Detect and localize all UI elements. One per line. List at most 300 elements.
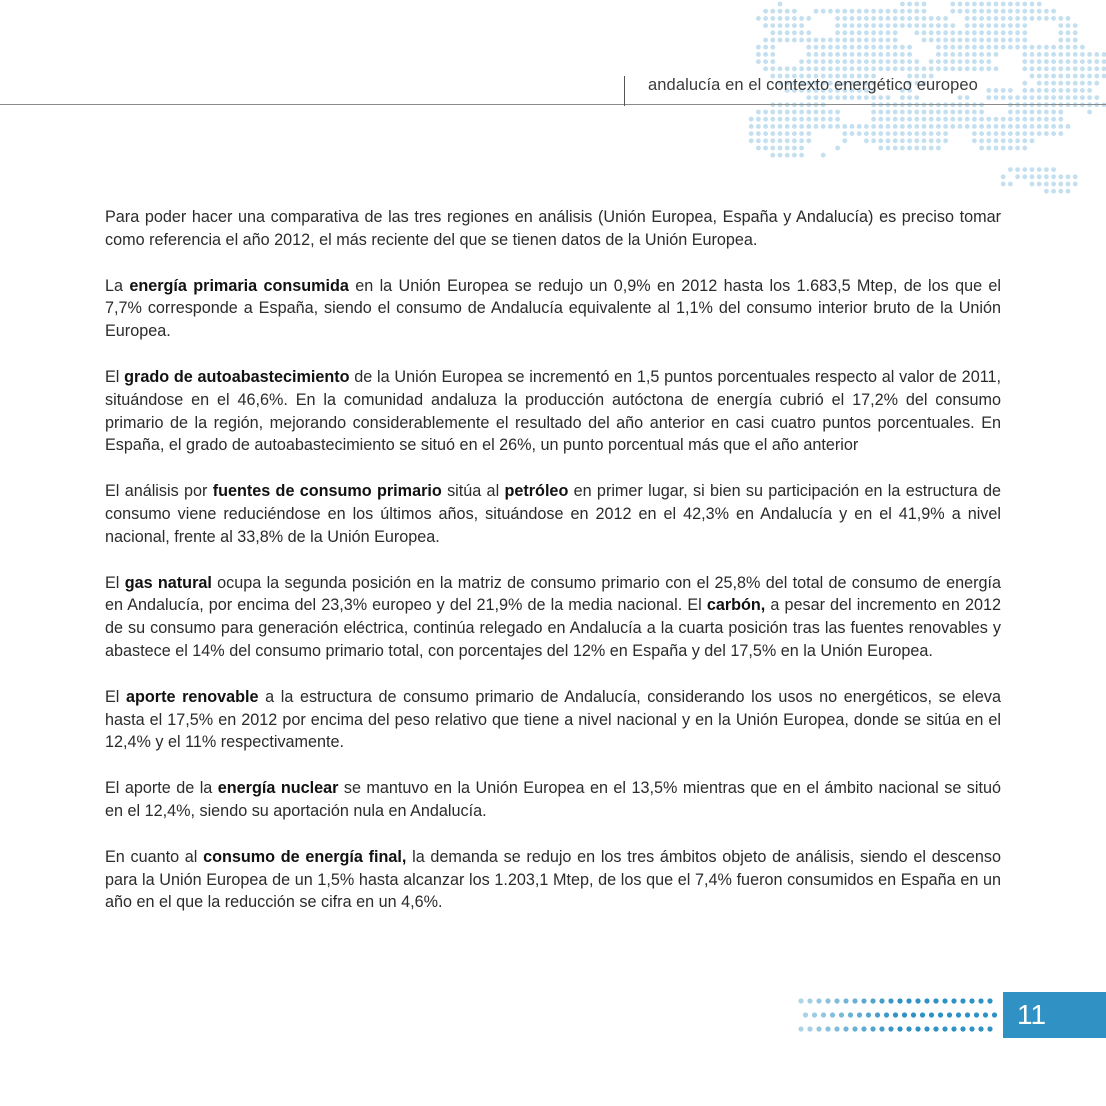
map-dot (907, 66, 912, 71)
map-dot (994, 16, 999, 21)
footer-dot (897, 998, 902, 1003)
map-dot (972, 117, 977, 122)
map-dot (886, 138, 891, 143)
map-dot (1044, 74, 1049, 79)
footer-dot (807, 1026, 812, 1031)
map-dot (986, 45, 991, 50)
map-dot (1066, 38, 1071, 43)
map-dot (835, 45, 840, 50)
footer-dot (852, 998, 857, 1003)
map-dot (994, 117, 999, 122)
paragraph-final-energy: En cuanto al consumo de energía final, la demanda se redujo en los tres ámbitos objeto de análisis, siendo el descenso para la Unión Europea de un 1,5% hasta alcanzar los 1.203,1 Mtep, de los que el 7,4% fueron consumidos en España en un año en el que la reducción se cifra en un 4,6%. (105, 847, 1001, 912)
map-dot (907, 110, 912, 115)
map-dot (1022, 95, 1027, 100)
map-dot (1022, 131, 1027, 136)
map-dot (986, 59, 991, 64)
map-dot (907, 52, 912, 57)
footer-dot (933, 1026, 938, 1031)
map-dot (936, 146, 941, 151)
map-dot (914, 124, 919, 129)
map-dot (850, 30, 855, 35)
map-dot (1022, 88, 1027, 93)
map-dot (1087, 66, 1092, 71)
map-dot (994, 23, 999, 28)
map-dot (907, 9, 912, 14)
map-dot (979, 110, 984, 115)
map-dot (1022, 23, 1027, 28)
map-dot (1066, 66, 1071, 71)
map-dot (1037, 110, 1042, 115)
map-dot (857, 38, 862, 43)
map-dot (842, 124, 847, 129)
footer-dot (951, 998, 956, 1003)
map-dot (986, 117, 991, 122)
map-dot (763, 23, 768, 28)
map-dot (886, 45, 891, 50)
map-dot (1080, 88, 1085, 93)
map-dot (1044, 66, 1049, 71)
map-dot (828, 9, 833, 14)
map-dot (770, 45, 775, 50)
footer-dot (843, 998, 848, 1003)
map-dot (814, 9, 819, 14)
map-dot (886, 9, 891, 14)
map-dot (778, 30, 783, 35)
map-dot (1037, 167, 1042, 172)
map-dot (929, 59, 934, 64)
map-dot (778, 153, 783, 158)
map-dot (1030, 66, 1035, 71)
map-dot (763, 16, 768, 21)
map-dot (965, 124, 970, 129)
map-dot (785, 16, 790, 21)
map-dot (871, 45, 876, 50)
map-dot (1001, 131, 1006, 136)
map-dot (806, 52, 811, 57)
map-dot (929, 124, 934, 129)
map-dot (900, 16, 905, 21)
map-dot (842, 66, 847, 71)
map-dot (972, 66, 977, 71)
map-dot (893, 110, 898, 115)
map-dot (893, 52, 898, 57)
map-dot (785, 110, 790, 115)
map-dot (1001, 88, 1006, 93)
map-dot (1066, 74, 1071, 79)
map-dot (806, 66, 811, 71)
map-dot (965, 66, 970, 71)
map-dot (958, 45, 963, 50)
map-dot (864, 16, 869, 21)
body-text (105, 206, 1001, 937)
map-dot (835, 30, 840, 35)
map-dot (1015, 138, 1020, 143)
map-dot (958, 9, 963, 14)
map-dot (857, 23, 862, 28)
map-dot (929, 146, 934, 151)
map-dot (1008, 138, 1013, 143)
map-dot (821, 153, 826, 158)
map-dot (943, 38, 948, 43)
map-dot (799, 38, 804, 43)
map-dot (950, 117, 955, 122)
map-dot (1058, 30, 1063, 35)
map-dot (1008, 110, 1013, 115)
footer-dot (987, 1026, 992, 1031)
map-dot (994, 9, 999, 14)
map-dot (864, 38, 869, 43)
map-dot (792, 138, 797, 143)
map-dot (914, 16, 919, 21)
map-dot (857, 16, 862, 21)
map-dot (821, 52, 826, 57)
map-dot (1058, 74, 1063, 79)
map-dot (835, 66, 840, 71)
map-dot (1008, 2, 1013, 7)
map-dot (857, 9, 862, 14)
map-dot (878, 131, 883, 136)
map-dot (936, 45, 941, 50)
map-dot (1066, 81, 1071, 86)
map-dot (1022, 38, 1027, 43)
map-dot (1037, 74, 1042, 79)
map-dot (914, 59, 919, 64)
map-dot (821, 124, 826, 129)
map-dot (972, 131, 977, 136)
map-dot (972, 124, 977, 129)
map-dot (785, 23, 790, 28)
map-dot (814, 66, 819, 71)
footer-dot (821, 1012, 826, 1017)
map-dot (1030, 131, 1035, 136)
map-dot (857, 66, 862, 71)
map-dot (1015, 30, 1020, 35)
map-dot (821, 45, 826, 50)
map-dot (994, 38, 999, 43)
map-dot (821, 117, 826, 122)
map-dot (929, 66, 934, 71)
map-dot (871, 124, 876, 129)
map-dot (943, 138, 948, 143)
map-dot (1001, 30, 1006, 35)
map-dot (756, 138, 761, 143)
map-dot (958, 30, 963, 35)
footer-dot (902, 1012, 907, 1017)
map-dot (749, 131, 754, 136)
map-dot (850, 131, 855, 136)
map-dot (900, 117, 905, 122)
map-dot (965, 38, 970, 43)
map-dot (943, 45, 948, 50)
map-dot (1094, 59, 1099, 64)
footer-dot (992, 1012, 997, 1017)
map-dot (1073, 38, 1078, 43)
footer-dot (816, 998, 821, 1003)
paragraph-primary-sources: El análisis por fuentes de consumo primario sitúa al petróleo en primer lugar, si bien su participación en la estructura de consumo viene reduciéndose en los últimos años, situándose en 2012 en el 42,3% en Andalucía y en el 41,9% a nivel nacional, frente al 33,8% de la Unión Europea. (105, 482, 1001, 546)
map-dot (986, 23, 991, 28)
map-dot (979, 59, 984, 64)
map-dot (1051, 174, 1056, 179)
map-dot (914, 117, 919, 122)
map-dot (994, 66, 999, 71)
map-dot (814, 110, 819, 115)
header-rule (0, 104, 1106, 105)
map-dot (1080, 59, 1085, 64)
map-dot (857, 124, 862, 129)
footer-dot (906, 1026, 911, 1031)
map-dot (994, 88, 999, 93)
footer-dot (965, 1012, 970, 1017)
map-dot (1051, 45, 1056, 50)
map-dot (806, 45, 811, 50)
map-dot (1015, 9, 1020, 14)
map-dot (1037, 117, 1042, 122)
map-dot (1015, 110, 1020, 115)
map-dot (972, 9, 977, 14)
map-dot (770, 9, 775, 14)
map-dot (994, 138, 999, 143)
map-dot (1044, 9, 1049, 14)
map-dot (1058, 38, 1063, 43)
map-dot (799, 23, 804, 28)
map-dot (958, 124, 963, 129)
map-dot (893, 16, 898, 21)
map-dot (893, 59, 898, 64)
map-dot (929, 138, 934, 143)
map-dot (1094, 81, 1099, 86)
map-dot (763, 59, 768, 64)
map-dot (936, 16, 941, 21)
map-dot (922, 66, 927, 71)
map-dot (886, 16, 891, 21)
map-dot (914, 66, 919, 71)
footer-dot (830, 1012, 835, 1017)
map-dot (799, 138, 804, 143)
map-dot (1058, 95, 1063, 100)
map-dot (886, 146, 891, 151)
map-dot (914, 110, 919, 115)
map-dot (792, 66, 797, 71)
map-dot (814, 52, 819, 57)
map-dot (1066, 88, 1071, 93)
map-dot (821, 110, 826, 115)
map-dot (878, 138, 883, 143)
map-dot (1030, 174, 1035, 179)
map-dot (850, 38, 855, 43)
map-dot (792, 124, 797, 129)
map-dot (1030, 74, 1035, 79)
map-dot (1051, 81, 1056, 86)
map-dot (835, 95, 840, 100)
map-dot (958, 2, 963, 7)
map-dot (943, 110, 948, 115)
map-dot (871, 59, 876, 64)
map-dot (1087, 74, 1092, 79)
map-dot (965, 117, 970, 122)
map-dot (770, 66, 775, 71)
map-dot (943, 131, 948, 136)
map-dot (1073, 30, 1078, 35)
map-dot (1102, 66, 1106, 71)
map-dot (778, 131, 783, 136)
map-dot (842, 95, 847, 100)
map-dot (907, 131, 912, 136)
map-dot (994, 95, 999, 100)
map-dot (914, 131, 919, 136)
footer-dot (879, 998, 884, 1003)
map-dot (1080, 81, 1085, 86)
map-dot (1037, 124, 1042, 129)
map-dot (893, 38, 898, 43)
footer-dot (798, 998, 803, 1003)
map-dot (850, 45, 855, 50)
map-dot (799, 59, 804, 64)
paragraph-nuclear: El aporte de la energía nuclear se mantuvo en la Unión Europea en el 13,5% mientras que en el ámbito nacional se situó en el 12,4%, siendo su aportación nula en Andalucía. (105, 779, 1001, 820)
map-dot (1015, 131, 1020, 136)
footer-dot (915, 998, 920, 1003)
map-dot (986, 88, 991, 93)
map-dot (950, 52, 955, 57)
map-dot (1044, 16, 1049, 21)
map-dot (950, 66, 955, 71)
map-dot (864, 23, 869, 28)
map-dot (835, 52, 840, 57)
map-dot (1015, 16, 1020, 21)
map-dot (1051, 16, 1056, 21)
map-dot (1015, 2, 1020, 7)
map-dot (958, 117, 963, 122)
map-dot (907, 117, 912, 122)
map-dot (785, 131, 790, 136)
map-dot (828, 117, 833, 122)
map-dot (958, 66, 963, 71)
map-dot (1037, 174, 1042, 179)
map-dot (1008, 16, 1013, 21)
map-dot (1051, 59, 1056, 64)
map-dot (878, 59, 883, 64)
map-dot (1030, 59, 1035, 64)
map-dot (778, 110, 783, 115)
map-dot (965, 95, 970, 100)
map-dot (1030, 138, 1035, 143)
map-dot (814, 59, 819, 64)
keyword-renewables: aporte renovable (126, 687, 259, 706)
map-dot (1022, 59, 1027, 64)
map-dot (799, 153, 804, 158)
footer-dot (924, 1026, 929, 1031)
map-dot (965, 16, 970, 21)
map-dot (979, 66, 984, 71)
map-dot (878, 110, 883, 115)
map-dot (1073, 23, 1078, 28)
map-dot (770, 59, 775, 64)
footer-dot (852, 1026, 857, 1031)
map-dot (994, 146, 999, 151)
map-dot (842, 9, 847, 14)
map-dot (893, 23, 898, 28)
footer-dot (938, 1012, 943, 1017)
map-dot (929, 16, 934, 21)
map-dot (1073, 95, 1078, 100)
footer-dot (888, 998, 893, 1003)
map-dot (943, 124, 948, 129)
map-dot (835, 117, 840, 122)
map-dot (864, 95, 869, 100)
map-dot (1058, 23, 1063, 28)
map-dot (878, 23, 883, 28)
map-dot (842, 131, 847, 136)
footer-dot (825, 1026, 830, 1031)
map-dot (785, 30, 790, 35)
map-dot (878, 124, 883, 129)
map-dot (1022, 117, 1027, 122)
map-dot (778, 117, 783, 122)
map-dot (1022, 45, 1027, 50)
map-dot (1022, 81, 1027, 86)
map-dot (835, 59, 840, 64)
map-dot (893, 146, 898, 151)
map-dot (1037, 59, 1042, 64)
map-dot (835, 16, 840, 21)
footer-dot (983, 1012, 988, 1017)
map-dot (1015, 38, 1020, 43)
keyword-coal: carbón, (706, 596, 766, 615)
footer-dot (870, 998, 875, 1003)
map-dot (1044, 81, 1049, 86)
map-dot (1080, 66, 1085, 71)
map-dot (1102, 59, 1106, 64)
footer-dot (924, 998, 929, 1003)
map-dot (922, 30, 927, 35)
map-dot (864, 30, 869, 35)
map-dot (1051, 74, 1056, 79)
map-dot (878, 52, 883, 57)
map-dot (828, 110, 833, 115)
map-dot (799, 30, 804, 35)
map-dot (965, 30, 970, 35)
map-dot (994, 52, 999, 57)
map-dot (842, 59, 847, 64)
map-dot (972, 138, 977, 143)
map-dot (864, 131, 869, 136)
map-dot (1044, 167, 1049, 172)
map-dot (814, 95, 819, 100)
map-dot (770, 131, 775, 136)
map-dot (972, 110, 977, 115)
map-dot (878, 16, 883, 21)
map-dot (950, 45, 955, 50)
map-dot (936, 23, 941, 28)
paragraph-intro: Para poder hacer una comparativa de las tres regiones en análisis (Unión Europea, España y Andalucía) es preciso tomar como referencia el año 2012, el más reciente del que se tienen datos de la Unión Europea. (105, 208, 1001, 249)
map-dot (778, 66, 783, 71)
map-dot (922, 38, 927, 43)
map-dot (1030, 45, 1035, 50)
map-dot (821, 59, 826, 64)
map-dot (979, 146, 984, 151)
map-dot (929, 38, 934, 43)
footer-dot (803, 1012, 808, 1017)
map-dot (972, 2, 977, 7)
map-dot (979, 30, 984, 35)
footer-dot (834, 998, 839, 1003)
map-dot (994, 2, 999, 7)
map-dot (1058, 66, 1063, 71)
map-dot (1080, 74, 1085, 79)
map-dot (979, 52, 984, 57)
map-dot (1022, 2, 1027, 7)
map-dot (943, 117, 948, 122)
map-dot (871, 110, 876, 115)
